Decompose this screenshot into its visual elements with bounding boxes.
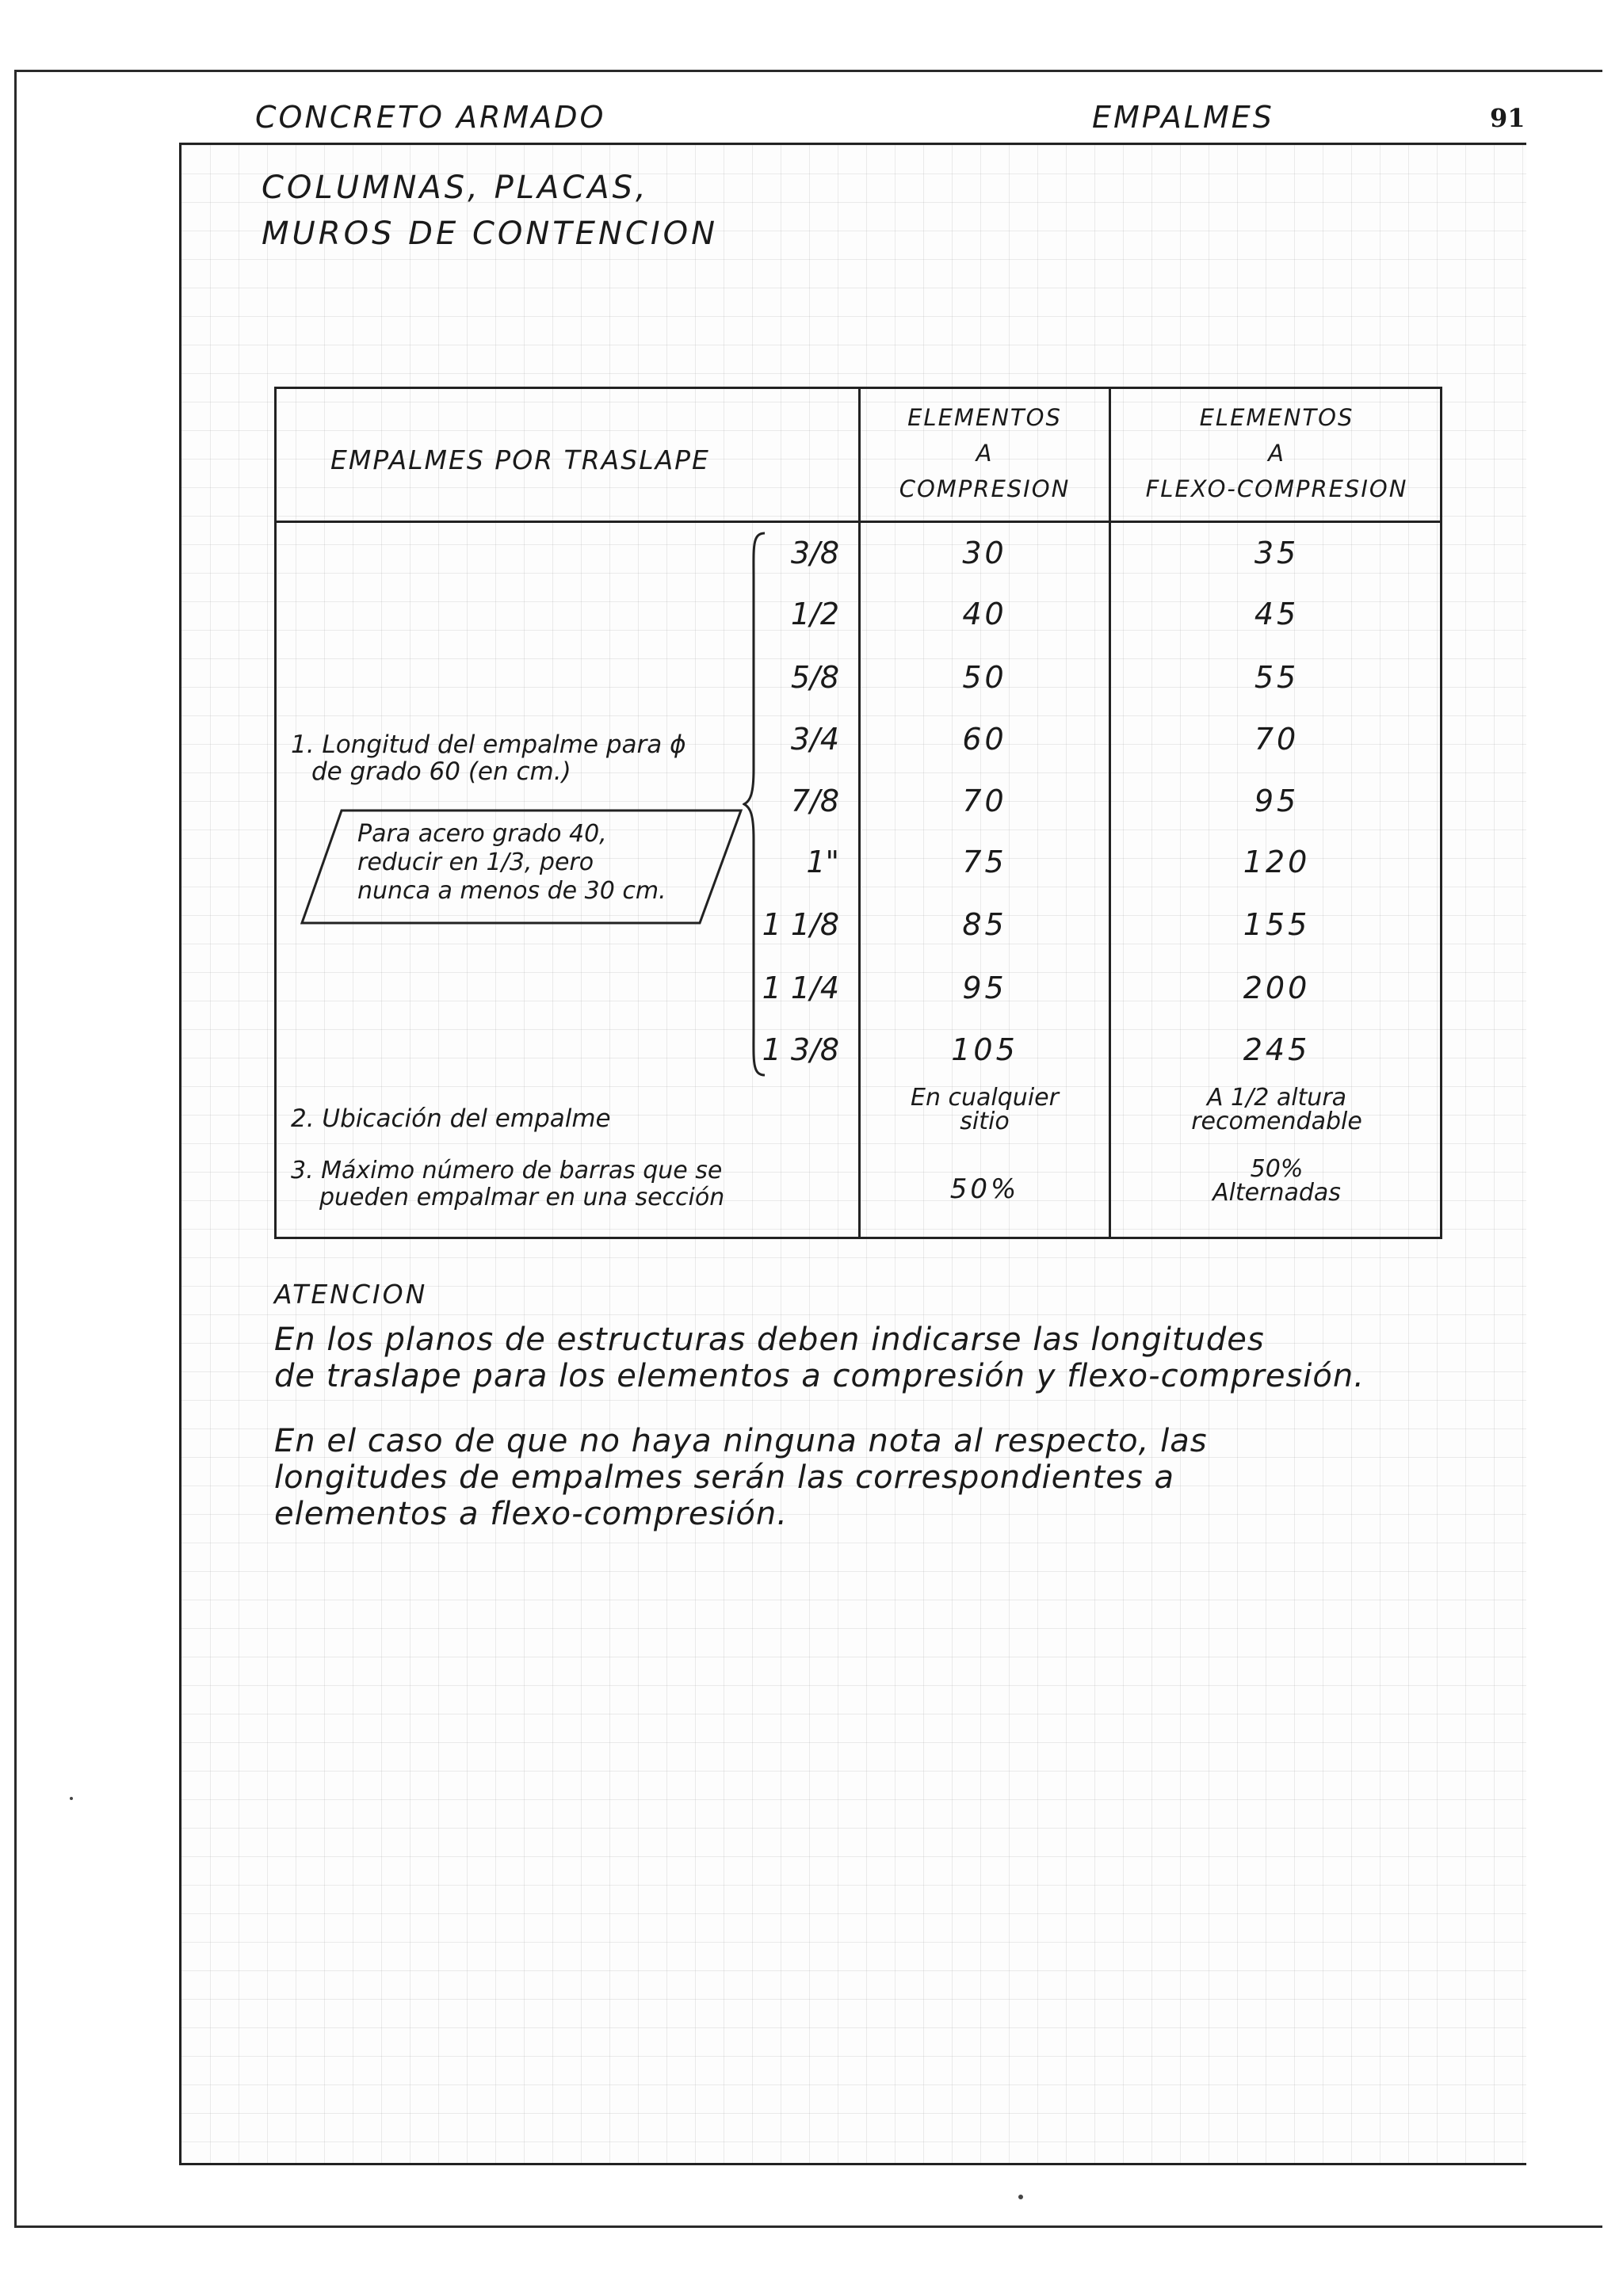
compresion-value: 105 xyxy=(951,1032,1018,1067)
col2-line3: FLEXO-COMPRESION xyxy=(1145,475,1408,502)
flexo-value: 35 xyxy=(1254,536,1300,570)
flexo-value: 245 xyxy=(1243,1032,1311,1067)
note-text xyxy=(357,820,706,906)
table-header-flexo xyxy=(1111,400,1442,507)
note-line2: reducir en 1/3, pero xyxy=(357,849,594,876)
scan-speck xyxy=(1018,2195,1023,2199)
attention-paragraph-2 xyxy=(274,1423,1208,1532)
attention-p1-line2: de traslape para los elementos a compresión y flexo-compresión. xyxy=(274,1358,1365,1394)
row3-label-line1: 3. Máximo número de barras que se xyxy=(291,1157,723,1184)
compresion-value: 30 xyxy=(962,536,1007,570)
compresion-value: 70 xyxy=(962,784,1007,818)
size-label: 1 1/4 xyxy=(762,971,839,1005)
subtitle-line-1: COLUMNAS, PLACAS, xyxy=(262,170,649,206)
row3-compresion: 50% xyxy=(949,1173,1020,1205)
row2-flexo-line1: A 1/2 altura xyxy=(1206,1084,1347,1112)
row1-label xyxy=(291,731,686,785)
row3-label-line2: pueden empalmar en una sección xyxy=(319,1184,725,1211)
brace-icon xyxy=(743,532,766,1077)
row3-flexo-line1: 50% xyxy=(1250,1155,1304,1183)
col1-line3: COMPRESION xyxy=(899,475,1071,502)
row2-flexo xyxy=(1111,1086,1442,1134)
row3-flexo xyxy=(1111,1155,1442,1207)
flexo-value: 120 xyxy=(1243,845,1311,879)
table-header-compresion xyxy=(861,400,1109,507)
page-number: 91 xyxy=(1490,103,1526,133)
note-line1: Para acero grado 40, xyxy=(357,820,607,848)
row1-label-line1: 1. Longitud del empalme para ϕ xyxy=(291,730,686,759)
size-label: 3/4 xyxy=(790,722,839,757)
row2-compresion-line2: sitio xyxy=(960,1108,1010,1135)
col1-line2: A xyxy=(976,440,994,467)
table-header-main: EMPALMES POR TRASLAPE xyxy=(330,444,710,475)
col2-line1: ELEMENTOS xyxy=(1199,404,1354,431)
attention-p2-line1: En el caso de que no haya ninguna nota al respecto, las xyxy=(274,1423,1208,1459)
attention-paragraph-1 xyxy=(274,1322,1365,1394)
size-label: 1/2 xyxy=(790,597,839,631)
row2-compresion xyxy=(861,1086,1109,1134)
subtitle xyxy=(262,165,718,257)
compresion-value: 60 xyxy=(962,722,1007,757)
flexo-value: 45 xyxy=(1254,597,1300,631)
col2-line2: A xyxy=(1268,440,1285,467)
compresion-value: 50 xyxy=(962,660,1007,695)
col1-line1: ELEMENTOS xyxy=(907,404,1062,431)
size-label: 1 3/8 xyxy=(762,1032,839,1067)
compresion-value: 95 xyxy=(962,971,1007,1005)
attention-p1-line1: En los planos de estructuras deben indicarse las longitudes xyxy=(274,1322,1265,1358)
row1-label-line2: de grado 60 (en cm.) xyxy=(311,757,571,786)
row3-label xyxy=(291,1158,724,1211)
splice-table xyxy=(274,387,1442,1239)
compresion-value: 40 xyxy=(962,597,1007,631)
attention-p2-line2: longitudes de empalmes serán las correspondientes a xyxy=(274,1459,1174,1496)
flexo-value: 95 xyxy=(1254,784,1300,818)
note-line3: nunca a menos de 30 cm. xyxy=(357,877,666,905)
size-label: 3/8 xyxy=(790,536,839,570)
compresion-value: 85 xyxy=(962,907,1007,942)
compresion-value: 75 xyxy=(962,845,1007,879)
row3-flexo-line2: Alternadas xyxy=(1212,1179,1341,1207)
row2-flexo-line2: recomendable xyxy=(1191,1108,1362,1135)
subtitle-line-2: MUROS DE CONTENCION xyxy=(262,215,719,252)
attention-p2-line3: elementos a flexo-compresión. xyxy=(274,1496,788,1532)
size-label: 5/8 xyxy=(790,660,839,695)
header-right: EMPALMES xyxy=(1092,100,1274,135)
row2-compresion-line1: En cualquier xyxy=(911,1084,1059,1112)
size-label: 1 1/8 xyxy=(762,907,839,942)
attention-title: ATENCION xyxy=(274,1279,428,1310)
size-label: 7/8 xyxy=(790,784,839,818)
size-label: 1" xyxy=(806,845,839,879)
flexo-value: 70 xyxy=(1254,722,1300,757)
flexo-value: 55 xyxy=(1254,660,1300,695)
flexo-value: 200 xyxy=(1243,971,1311,1005)
row2-label: 2. Ubicación del empalme xyxy=(291,1104,611,1133)
header-left: CONCRETO ARMADO xyxy=(255,100,606,135)
table-header-rule xyxy=(277,521,1440,523)
flexo-value: 155 xyxy=(1243,907,1311,942)
scan-speck xyxy=(70,1797,73,1800)
